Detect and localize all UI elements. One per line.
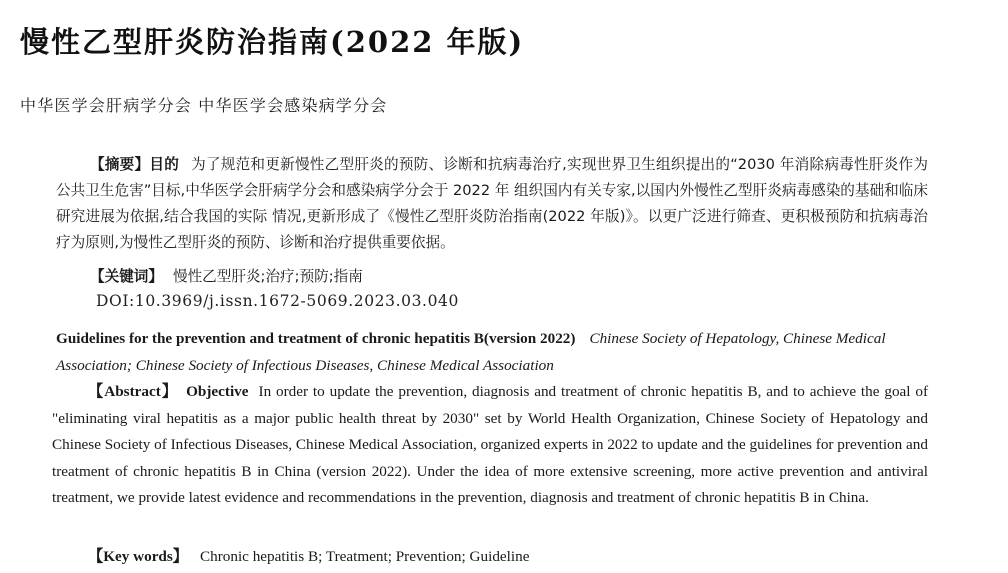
english-keywords-text: Chronic hepatitis B; Treatment; Prevention; Guideline (199, 548, 530, 565)
doi: DOI:10.3969/j.issn.1672-5069.2023.03.040 (96, 292, 459, 310)
english-keywords-label: 【Key words】 (88, 548, 188, 565)
english-abstract-text: In order to update the prevention, diagnosis and treatment of chronic hepatitis B, and to achieve the goal of "eliminating viral hepatitis as a major public health threat by 2030" set by World Health Organization, Chinese Society of Hepatology and Chinese Society of Infectious Diseases, Chinese Medical Association, organized experts in 2022 to update and the guidelines for prevention and treatment of chronic hepatitis B in China (version 2022). Under the idea of more extensive screening, more active prevention and antiviral treatment, we provide latest evidence and recommendations in the prevention, diagnosis and treatment of chronic hepatitis B in China. (52, 383, 929, 507)
author-organizations: 中华医学会肝病学分会 中华医学会感染病学分会 (20, 96, 388, 115)
chinese-objective-label: 目的 (149, 156, 180, 173)
english-authors: Chinese Society of Hepatology, Chinese Medical Association; Chinese Society of Infectious Diseases, Chinese Medical Association (56, 330, 886, 374)
english-title-block (56, 325, 936, 379)
english-keywords (88, 545, 529, 566)
english-objective-label: Objective (186, 383, 249, 400)
english-title: Guidelines for the prevention and treatment of chronic hepatitis B(version 2022) (56, 330, 576, 347)
english-abstract (52, 379, 928, 512)
chinese-abstract-text: 为了规范和更新慢性乙型肝炎的预防、诊断和抗病毒治疗,实现世界卫生组织提出的“2030 年消除病毒性肝炎作为公共卫生危害”目标,中华医学会肝病学分会和感染病学分会于 2022 年 组织国内有关专家,以国内外慢性乙型肝炎病毒感染的基础和临床研究进展为依据,结合我国的实际 情况,更新形成了《慢性乙型肝炎防治指南(2022 年版)》。以更广泛进行筛查、更积极预防和抗病毒治疗为原则,为慢性乙型肝炎的预防、诊断和治疗提供重要依据。 (56, 156, 928, 251)
paper-title: 慢性乙型肝炎防治指南(2022 年版) (20, 25, 525, 59)
chinese-keywords-label: 【关键词】 (90, 268, 163, 285)
english-abstract-label: 【Abstract】 (88, 383, 179, 400)
chinese-keywords-text: 慢性乙型肝炎;治疗;预防;指南 (172, 268, 363, 285)
chinese-keywords (90, 265, 363, 286)
chinese-abstract (56, 152, 928, 256)
chinese-abstract-label: 【摘要】 (90, 156, 150, 173)
